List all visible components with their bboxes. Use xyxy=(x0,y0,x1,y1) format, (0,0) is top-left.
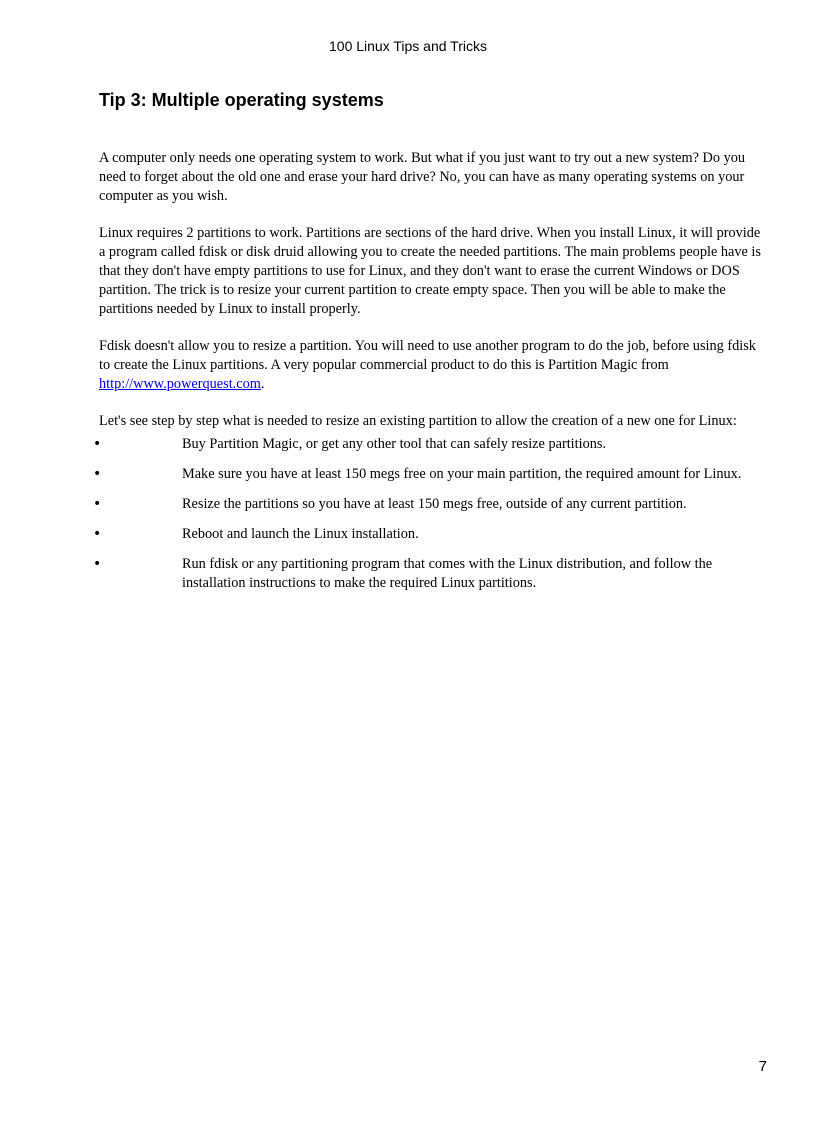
list-item xyxy=(93,465,767,484)
page-title: Tip 3: Multiple operating systems xyxy=(99,90,384,110)
step-text: Buy Partition Magic, or get any other tool that can safely resize partitions. xyxy=(182,436,607,452)
bullet-icon: • xyxy=(93,526,102,542)
running-header: 100 Linux Tips and Tricks xyxy=(329,38,487,54)
bullet-icon: • xyxy=(93,556,102,572)
paragraph-partitions: Linux requires 2 partitions to work. Partitions are sections of the hard drive. When you install Linux, it will provide a program called fdisk or disk druid allowing you to create the needed partitions. The main problems people have is that they don't have empty partitions to use for Linux, and they don't want to erase the current Windows or DOS partition. The trick is to resize your current partition to create empty space. Then you will be able to make the partitions needed by Linux to install properly. xyxy=(99,225,761,317)
step-text: Run fdisk or any partitioning program that comes with the Linux distribution, and follow the installation instructions to make the required Linux partitions. xyxy=(182,556,713,591)
steps-intro: Let's see step by step what is needed to resize an existing partition to allow the creation of a new one for Linux: xyxy=(99,413,737,429)
page-number: 7 xyxy=(758,1058,767,1075)
list-item xyxy=(93,435,767,454)
bullet-icon: • xyxy=(93,496,102,512)
list-item xyxy=(93,495,767,514)
list-item xyxy=(93,555,767,593)
list-item xyxy=(93,525,767,544)
page-content xyxy=(93,88,767,593)
step-text: Make sure you have at least 150 megs free on your main partition, the required amount for Linux. xyxy=(182,466,742,482)
paragraph-fdisk xyxy=(99,337,767,394)
step-text: Reboot and launch the Linux installation. xyxy=(182,526,419,542)
paragraph-fdisk-end: . xyxy=(260,376,265,392)
paragraph-fdisk-text: Fdisk doesn't allow you to resize a partition. You will need to use another program to do the job, before using fdisk to create the Linux partitions. A very popular commercial product to do this is Partition Magic from xyxy=(99,338,756,373)
powerquest-link[interactable]: http://www.powerquest.com xyxy=(99,376,261,392)
steps-list xyxy=(93,435,767,593)
step-text: Resize the partitions so you have at least 150 megs free, outside of any current partition. xyxy=(182,496,687,512)
bullet-icon: • xyxy=(93,466,102,482)
paragraph-intro: A computer only needs one operating system to work. But what if you just want to try out a new system? Do you need to forget about the old one and erase your hard drive? No, you can have as many operating systems on your computer as you wish. xyxy=(99,150,746,204)
bullet-icon: • xyxy=(93,436,102,452)
